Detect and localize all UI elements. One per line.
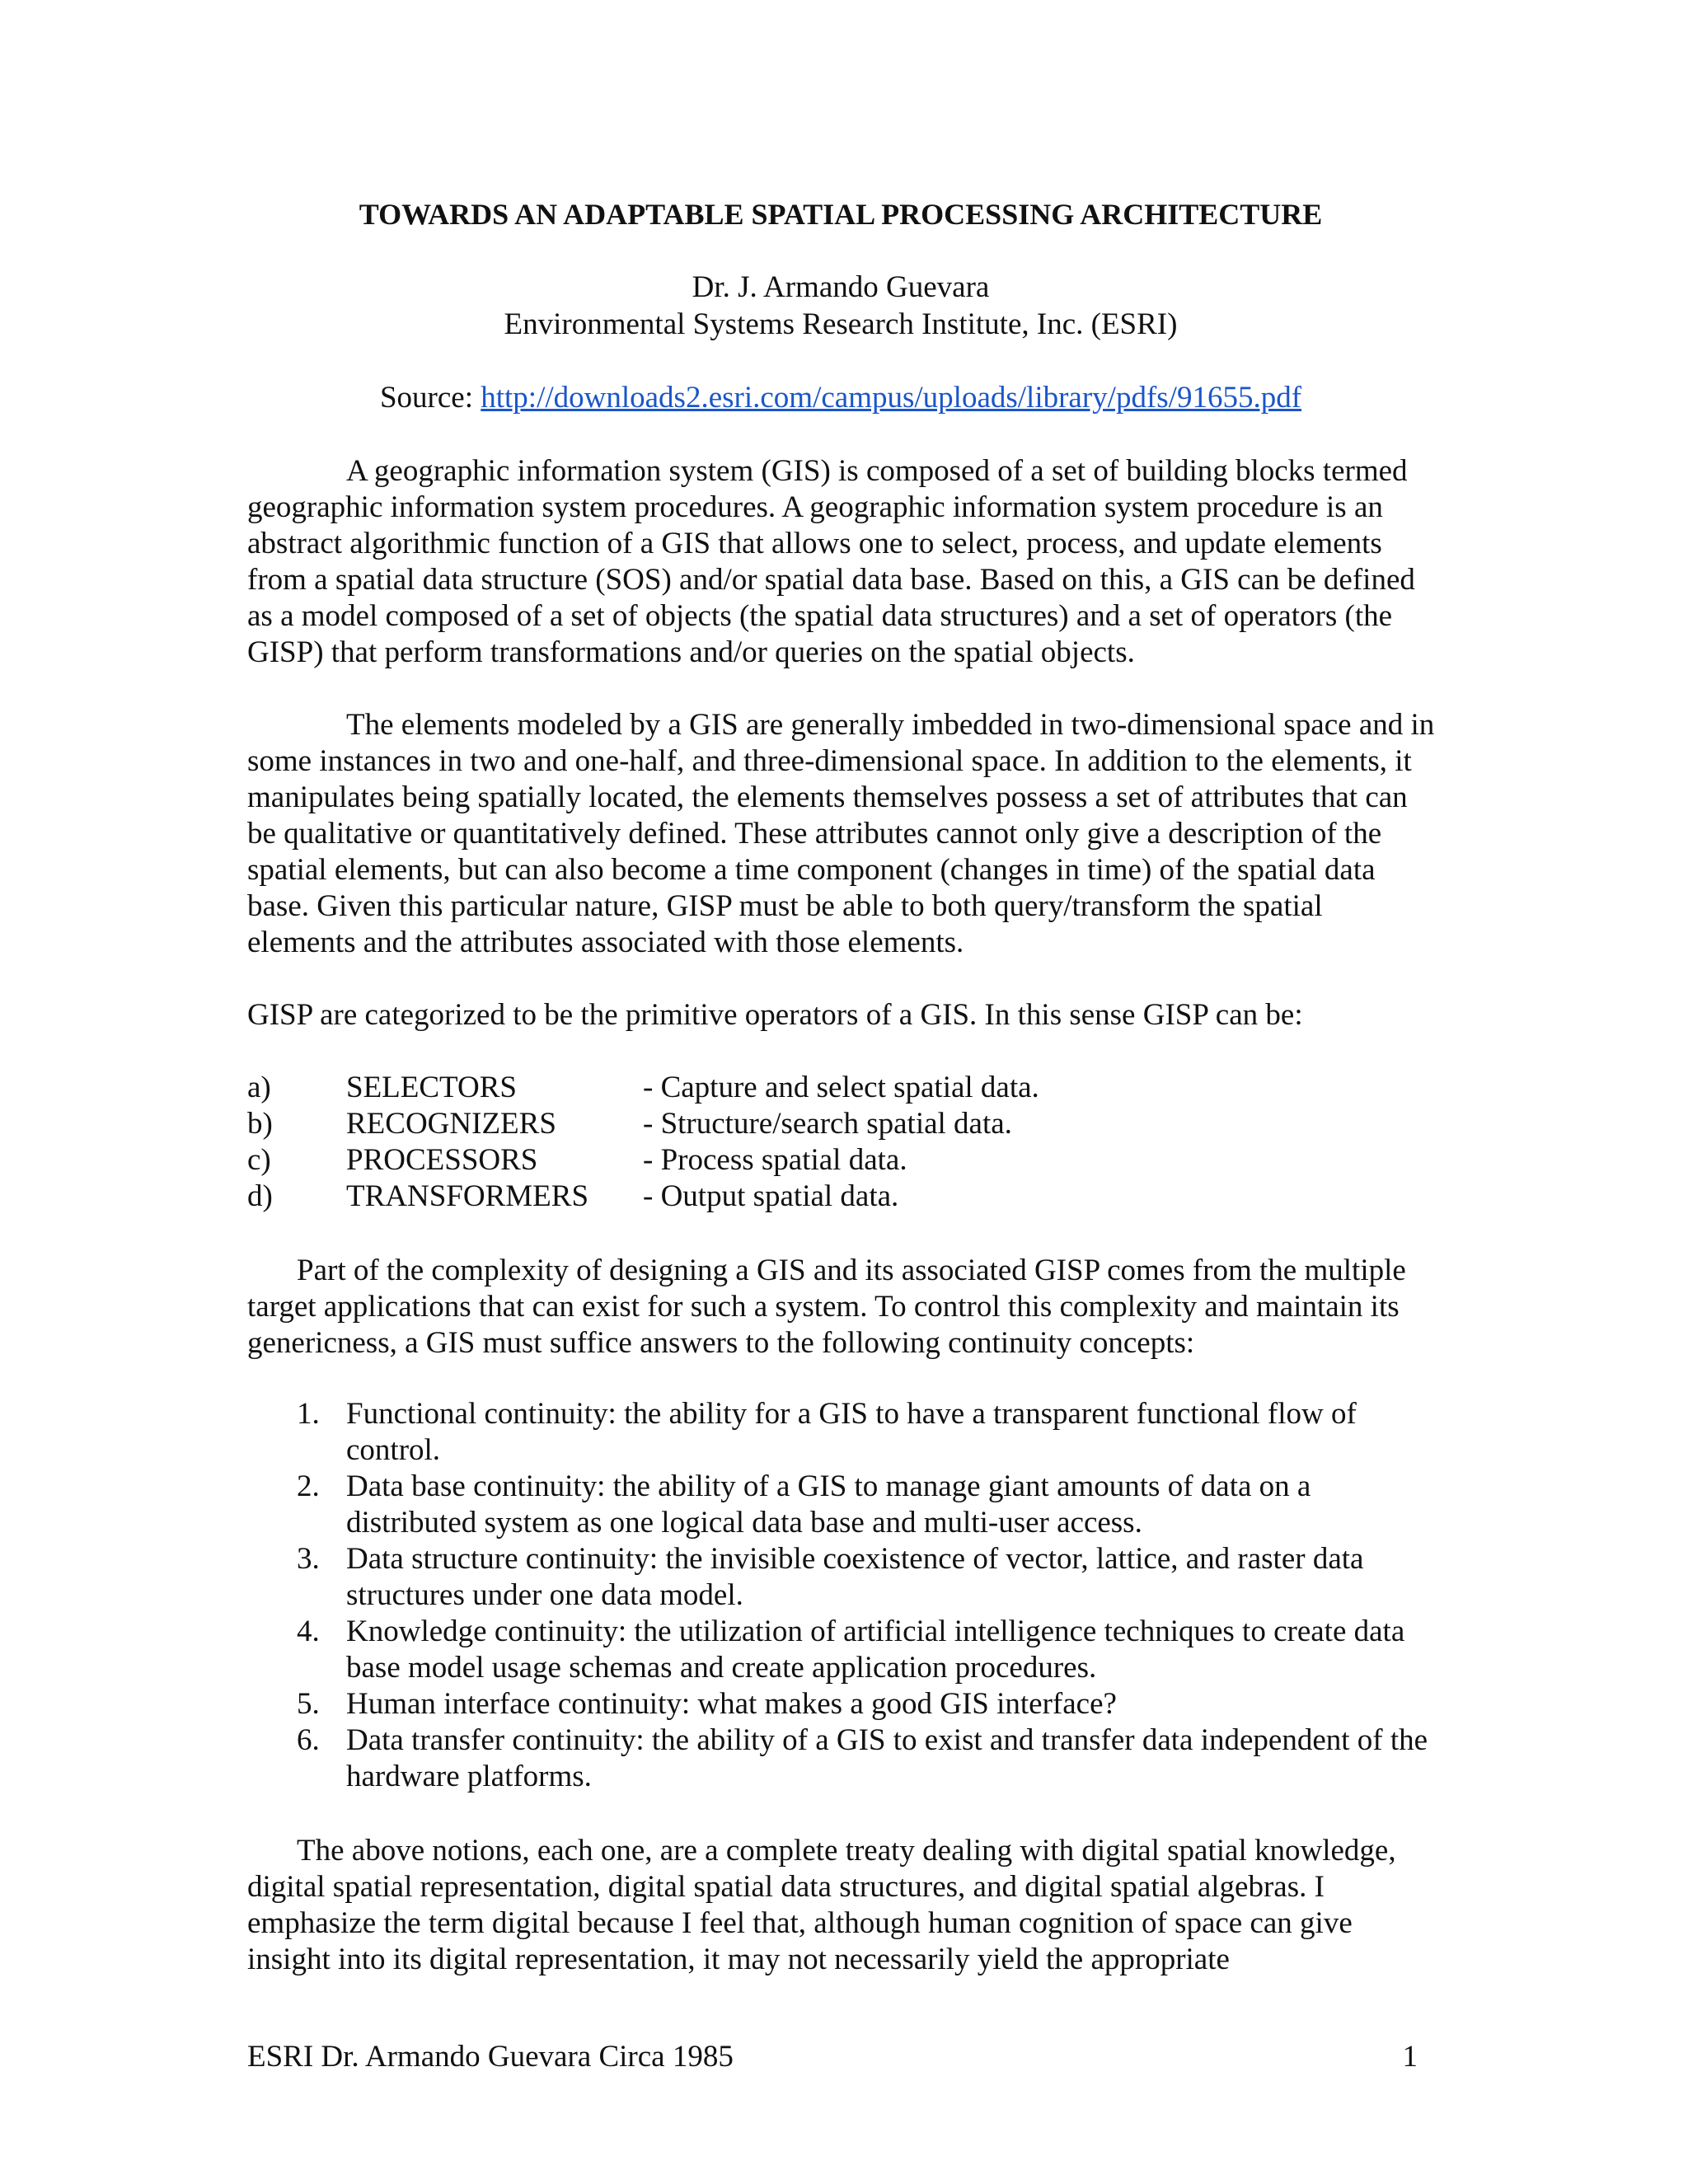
operator-name: TRANSFORMERS bbox=[346, 1179, 589, 1213]
continuity-number: 2. bbox=[297, 1469, 320, 1503]
operator-letter: c) bbox=[247, 1143, 271, 1177]
paragraph-gis-definition: A geographic information system (GIS) is composed of a set of building blocks termed geographic information system procedures. A geographic information system procedure is an abstract algorithmic function of a GIS that allows one to select, process, and update elements from a spatial data structure (SOS) and/or spatial data base. Based on this, a GIS can be defined as a model composed of a set of objects (the spatial data structures) and a set of operators (the GISP) that perform transformations and/or queries on the spatial objects. bbox=[247, 454, 1415, 669]
author-name: Dr. J. Armando Guevara bbox=[692, 270, 990, 304]
operator-list bbox=[247, 1070, 1438, 1215]
continuity-number: 6. bbox=[297, 1723, 320, 1757]
paragraph-gis-elements: The elements modeled by a GIS are generally imbedded in two-dimensional space and in some instances in two and one-half, and three-dimensional space. In addition to the elements, it manipulates being spatially located, the elements themselves possess a set of attributes that can be qualitative or quantitatively defined. These attributes cannot only give a description of the spatial elements, but can also become a time component (changes in time) of the spatial data base. Given this particular nature, GISP must be able to both query/transform the spatial elements and the attributes associated with those elements. bbox=[247, 708, 1435, 959]
operator-item bbox=[247, 1106, 1438, 1142]
continuity-number: 1. bbox=[297, 1397, 320, 1431]
source-line bbox=[247, 379, 1434, 416]
paragraph-digital-notions: The above notions, each one, are a complete treaty dealing with digital spatial knowledge, digital spatial representation, digital spatial data structures, and digital spatial algebras. I emphasize the term digital because I feel that, although human cognition of space can give insight into its digital representation, it may not necessarily yield the appropriate bbox=[247, 1834, 1396, 1976]
continuity-item bbox=[247, 1541, 1438, 1614]
paper-title: TOWARDS AN ADAPTABLE SPATIAL PROCESSING ARCHITECTURE bbox=[359, 198, 1323, 231]
operator-letter: b) bbox=[247, 1107, 273, 1141]
operator-item bbox=[247, 1179, 1438, 1215]
continuity-list bbox=[247, 1396, 1438, 1795]
paragraph-gisp-categories: GISP are categorized to be the primitive operators of a GIS. In this sense GISP can be: bbox=[247, 998, 1303, 1032]
operator-name: SELECTORS bbox=[346, 1071, 517, 1104]
continuity-number: 5. bbox=[297, 1687, 320, 1721]
continuity-text: Data transfer continuity: the ability of a GIS to exist and transfer data independent of the hardware platforms. bbox=[346, 1723, 1428, 1793]
author-affiliation: Environmental Systems Research Institute, Inc. (ESRI) bbox=[504, 307, 1178, 341]
operator-name: RECOGNIZERS bbox=[346, 1107, 556, 1141]
operator-item bbox=[247, 1142, 1438, 1179]
continuity-item bbox=[247, 1469, 1438, 1541]
continuity-text: Human interface continuity: what makes a good GIS interface? bbox=[346, 1687, 1117, 1721]
operator-desc: - Structure/search spatial data. bbox=[643, 1107, 1012, 1141]
operator-desc: - Output spatial data. bbox=[643, 1179, 899, 1213]
footer-text: ESRI Dr. Armando Guevara Circa 1985 bbox=[247, 2040, 734, 2074]
author-block bbox=[247, 269, 1434, 343]
continuity-text: Data structure continuity: the invisible coexistence of vector, lattice, and raster data structures under one data model. bbox=[346, 1542, 1364, 1612]
operator-letter: d) bbox=[247, 1179, 273, 1213]
operator-desc: - Process spatial data. bbox=[643, 1143, 907, 1177]
continuity-text: Data base continuity: the ability of a GIS to manage giant amounts of data on a distributed system as one logical data base and multi-user access. bbox=[346, 1469, 1311, 1540]
paragraph-complexity: Part of the complexity of designing a GIS and its associated GISP comes from the multiple target applications that can exist for such a system. To control this complexity and maintain its genericness, a GIS must suffice answers to the following continuity concepts: bbox=[247, 1254, 1406, 1360]
continuity-text: Knowledge continuity: the utilization of artificial intelligence techniques to create data base model usage schemas and create application procedures. bbox=[346, 1615, 1405, 1685]
continuity-item bbox=[247, 1614, 1438, 1686]
continuity-item bbox=[247, 1686, 1438, 1722]
continuity-text: Functional continuity: the ability for a GIS to have a transparent functional flow of control. bbox=[346, 1397, 1357, 1467]
continuity-item bbox=[247, 1396, 1438, 1469]
continuity-number: 4. bbox=[297, 1615, 320, 1648]
continuity-number: 3. bbox=[297, 1542, 320, 1576]
operator-letter: a) bbox=[247, 1071, 271, 1104]
operator-name: PROCESSORS bbox=[346, 1143, 538, 1177]
operator-item bbox=[247, 1070, 1438, 1106]
operator-desc: - Capture and select spatial data. bbox=[643, 1071, 1039, 1104]
continuity-item bbox=[247, 1722, 1438, 1795]
source-link[interactable]: http://downloads2.esri.com/campus/uploads/library/pdfs/91655.pdf bbox=[481, 381, 1302, 415]
page-number: 1 bbox=[1402, 2040, 1418, 2074]
source-label: Source: bbox=[379, 381, 481, 415]
